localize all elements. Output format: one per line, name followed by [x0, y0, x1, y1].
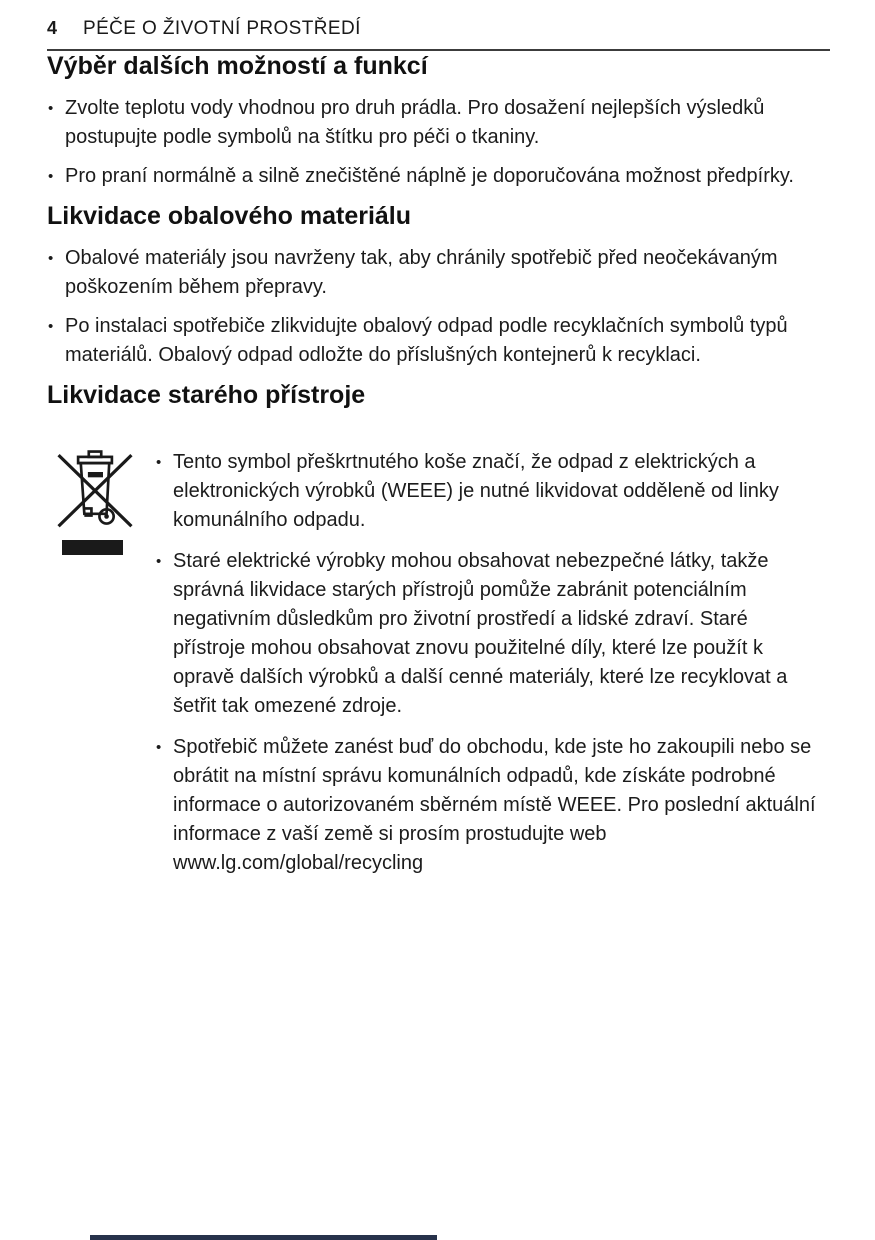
- section-heading: Likvidace obalového materiálu: [47, 202, 412, 230]
- weee-symbol-block: [47, 446, 155, 555]
- crossed-out-wheeled-bin-icon: [55, 446, 155, 530]
- section-packaging-disposal: [47, 201, 830, 370]
- section-options-functions: [47, 51, 830, 191]
- page-number: 4: [47, 18, 58, 38]
- bullet-item: • Tento symbol přeškrtnutého koše značí, že odpad z elektrických a elektronických výrobků (WEEE) je nutné likvidovat odděleně od linky komunálního odpadu.: [155, 448, 819, 535]
- bullet-item: • Obalové materiály jsou navrženy tak, aby chránily spotřebič před neočekávaným poškozením během přepravy.: [47, 244, 819, 302]
- bullet-item: • Staré elektrické výrobky mohou obsahovat nebezpečné látky, takže správná likvidace starých přístrojů pomůže zabránit potenciálním negativním důsledkům pro životní prostředí a lidské zdraví. Staré přístroje mohou obsahovat znovu použitelné díly, které lze použít k opravě dalších výrobků a další cenné materiály, které lze recyklovat a šetřit tak omezené zdroje.: [155, 547, 819, 721]
- section-old-appliance-disposal: [47, 380, 830, 890]
- bullet-item: • Spotřebič můžete zanést buď do obchodu, kde jste ho zakoupili nebo se obrátit na místní správu komunálních odpadů, kde získáte podrobné informace o autorizovaném sběrném místě WEEE. Pro poslední aktuální informace z vaší země si prosím prostudujte web www.lg.com/global/recycling: [155, 733, 819, 878]
- section-heading: Likvidace starého přístroje: [47, 381, 366, 409]
- chapter-title: PÉČE O ŽIVOTNÍ PROSTŘEDÍ: [83, 18, 361, 39]
- weee-solid-bar-icon: [62, 540, 123, 555]
- bullet-item: • Pro praní normálně a silně znečištěné náplně je doporučována možnost předpírky.: [47, 162, 819, 191]
- bullet-list: [47, 94, 819, 191]
- bullet-item: • Po instalaci spotřebiče zlikvidujte obalový odpad podle recyklačních symbolů typů materiálů. Obalový odpad odložte do příslušných kontejnerů k recyklaci.: [47, 312, 819, 370]
- disposal-row: [47, 446, 830, 890]
- bullet-item: • Zvolte teplotu vody vhodnou pro druh prádla. Pro dosažení nejlepších výsledků postupujte podle symbolů na štítku pro péči o tkaniny.: [47, 94, 819, 152]
- running-header: [47, 18, 830, 51]
- bullet-list: [155, 448, 819, 890]
- bullet-list: [47, 244, 819, 370]
- section-heading: Výběr dalších možností a funkcí: [47, 52, 428, 80]
- footer-accent-bar: [90, 1235, 437, 1240]
